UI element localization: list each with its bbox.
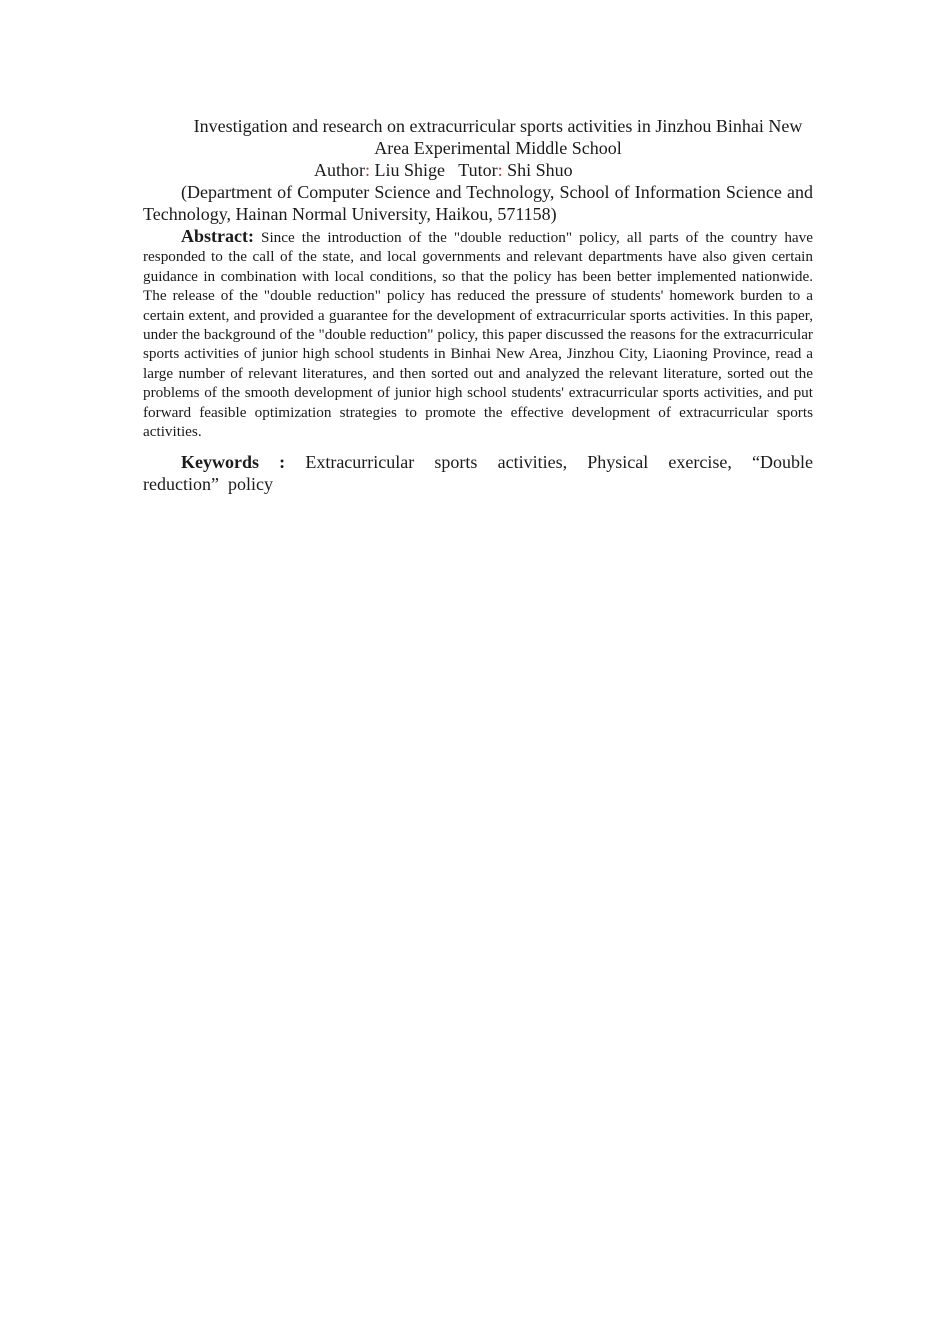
tutor-colon: : bbox=[497, 160, 503, 180]
affiliation: (Department of Computer Science and Technology, School of Information Science and Technology, Hainan Normal University, Haikou, 571158) bbox=[143, 182, 813, 224]
author-line bbox=[143, 159, 813, 181]
abstract-paragraph bbox=[143, 227, 813, 441]
tutor-label: Tutor bbox=[458, 160, 498, 180]
paper-title: Investigation and research on extracurricular sports activities in Jinzhou Binhai New Area Experimental Middle School bbox=[193, 116, 803, 158]
keywords-paragraph bbox=[143, 451, 813, 495]
author-label: Author bbox=[314, 160, 365, 180]
author-name: Liu Shige bbox=[374, 160, 446, 180]
keywords-label: Keywords : bbox=[181, 452, 286, 473]
document-page bbox=[143, 115, 813, 495]
keywords-text: Extracurricular sports activities, Physical exercise, “Double reduction” policy bbox=[143, 452, 813, 495]
abstract-label: Abstract: bbox=[181, 226, 254, 246]
tutor-name: Shi Shuo bbox=[507, 160, 573, 180]
abstract-text: Since the introduction of the "double reduction" policy, all parts of the country have responded to the call of the state, and local governments and relevant departments have also given certain guidance in combination with local conditions, so that the policy has been better implemented nationwide. The release of the "double reduction" policy has reduced the pressure of students' homework burden to a certain extent, and provided a guarantee for the development of extracurricular sports activities. In this paper, under the background of the "double reduction" policy, this paper discussed the reasons for the extracurricular sports activities of junior high school students in Binhai New Area, Jinzhou City, Liaoning Province, read a large number of relevant literatures, and then sorted out and analyzed the relevant literature, sorted out the problems of the smooth development of junior high school students' extracurricular sports activities, and put forward feasible optimization strategies to promote the effective development of extracurricular sports activities. bbox=[143, 229, 813, 441]
author-colon: : bbox=[365, 160, 371, 180]
